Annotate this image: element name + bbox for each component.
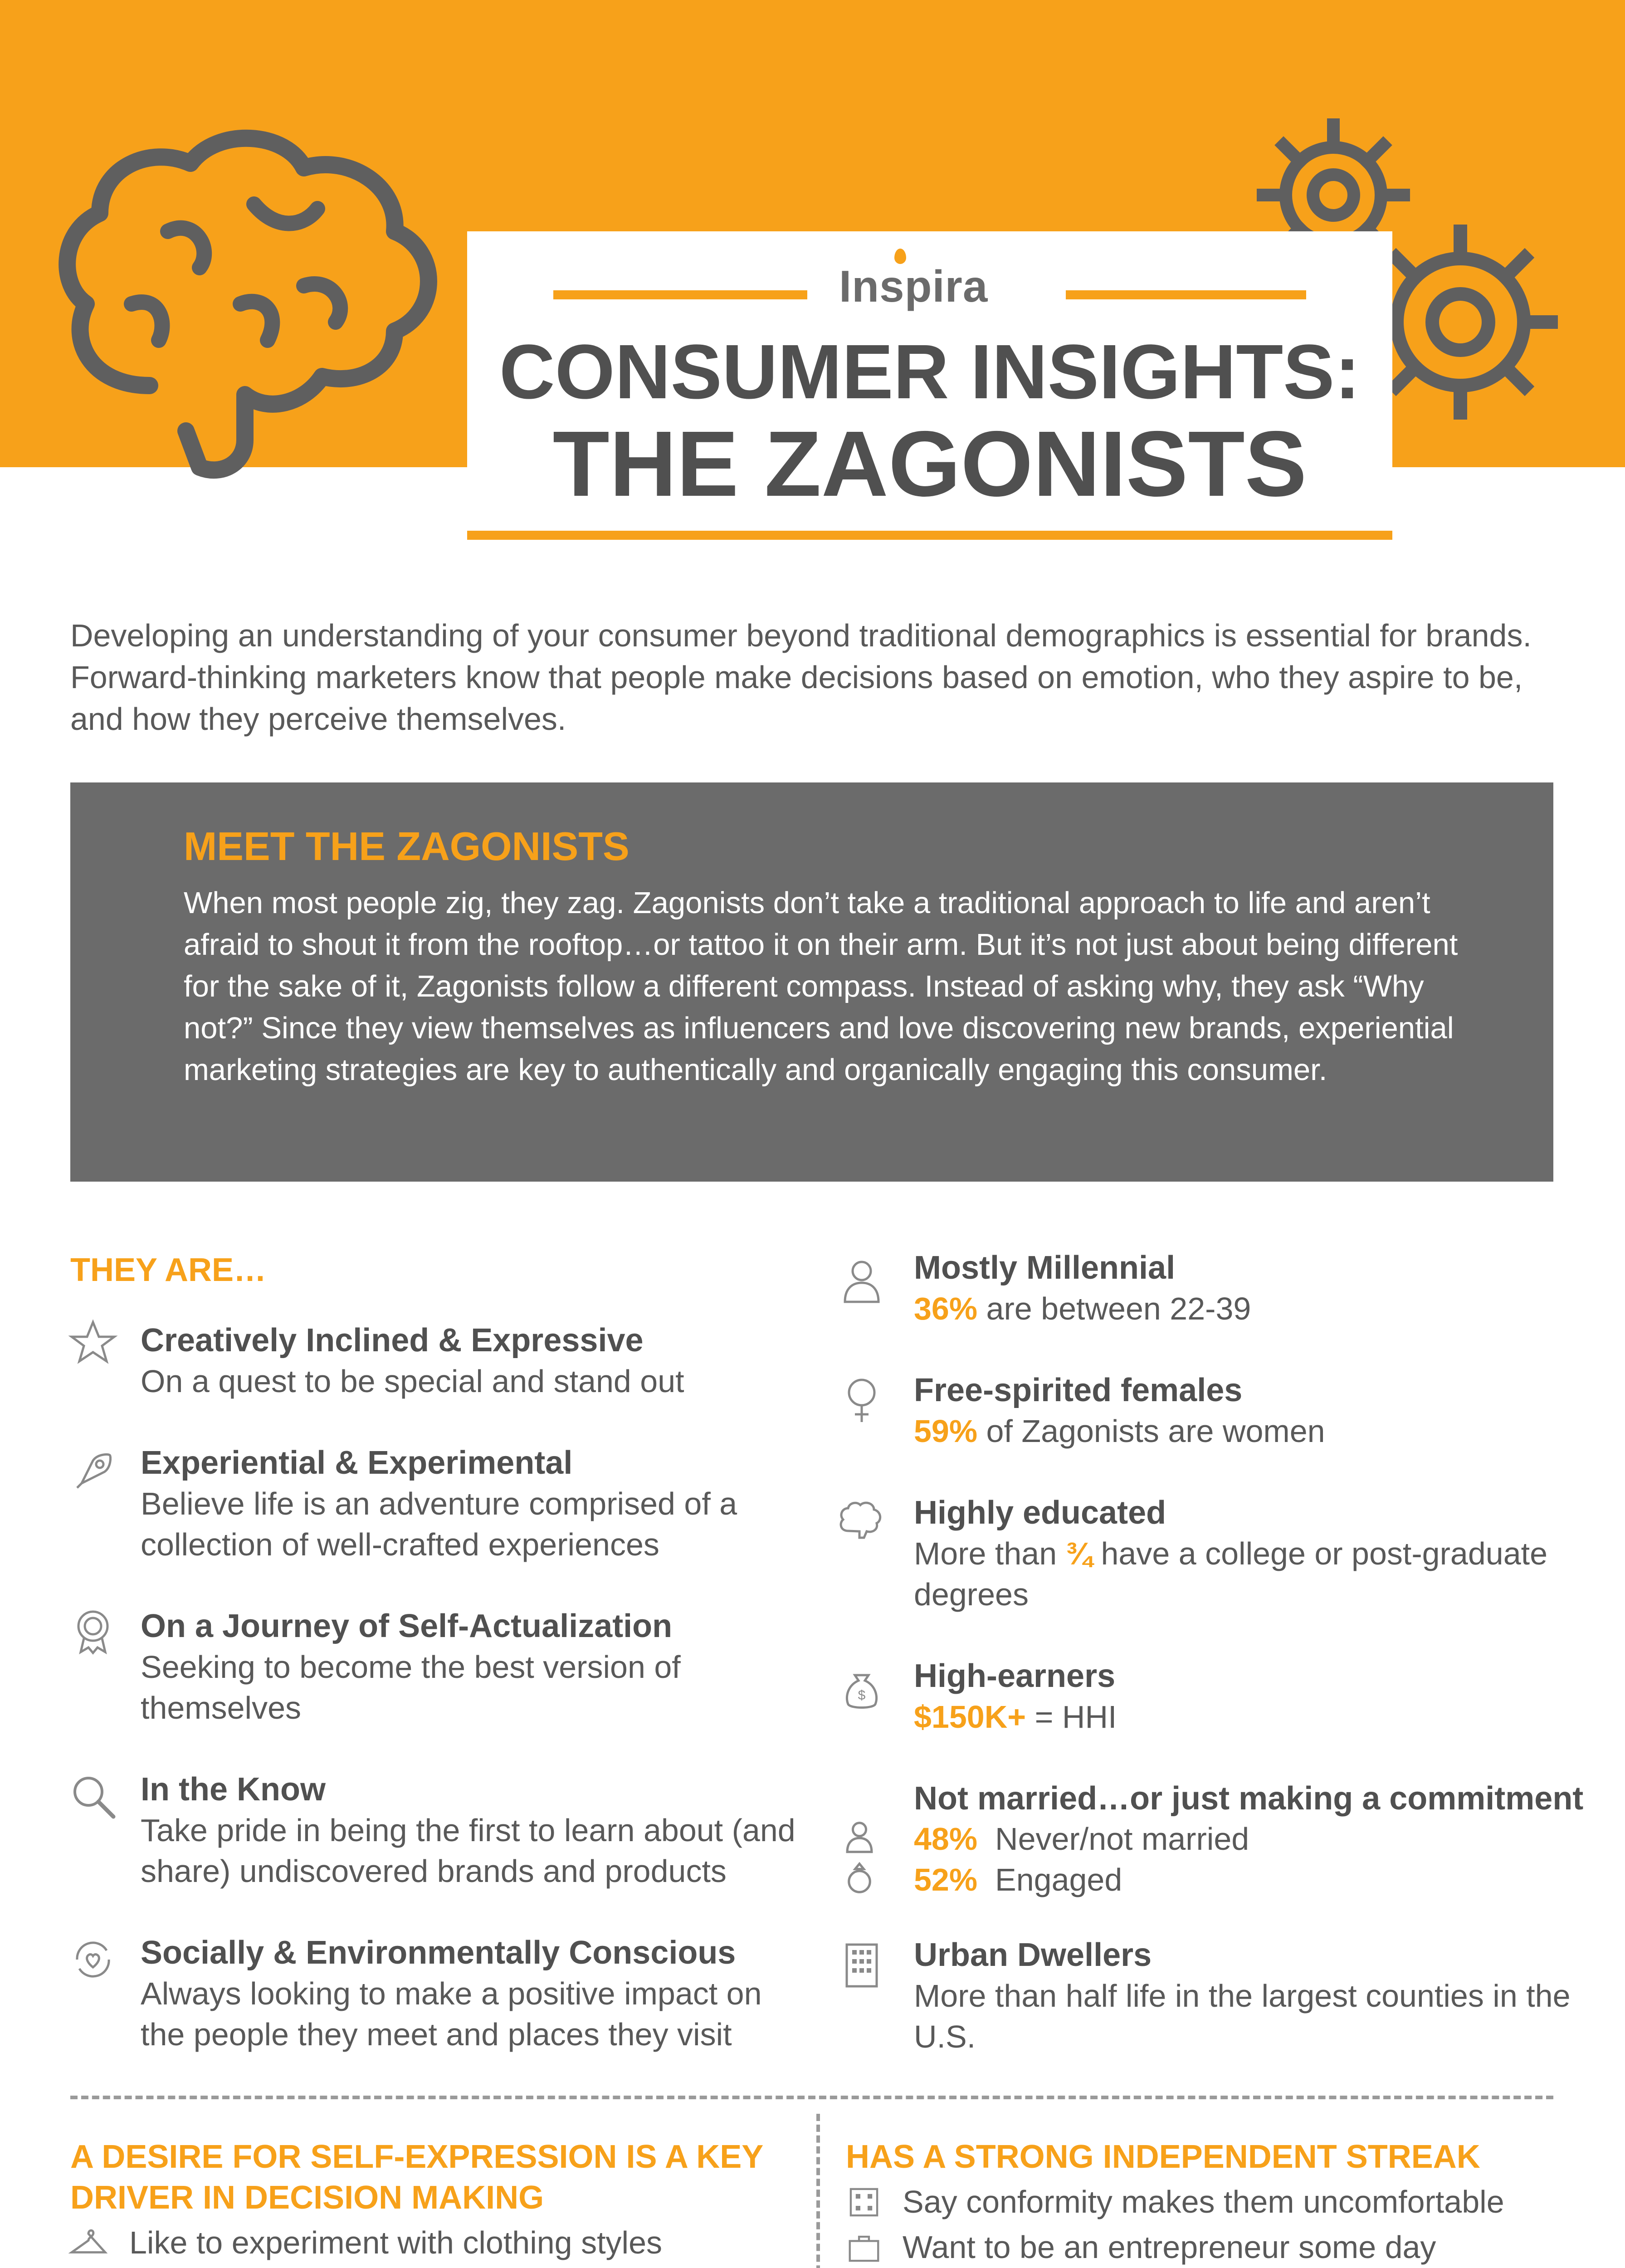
they-are-item: Socially & Environmentally Conscious Always looking to make a positive impact on the people they meet and places they visit xyxy=(141,1935,762,2052)
stat-value: $150K+ xyxy=(914,1699,1026,1735)
money-bag-icon xyxy=(837,1662,887,1712)
section-divider xyxy=(70,2096,1553,2099)
magnifier-icon xyxy=(68,1771,118,1821)
stat-value: ¾ xyxy=(1065,1536,1093,1571)
meet-body: When most people zig, they zag. Zagonists don’t take a traditional approach to life and aren’t afraid to shout it from the rooftop…or tattoo it on their arm. But it’s not just about being different for the sake of it, Zagonists follow a different compass. Instead of asking why, they ask “Why not?” Since they view themselves as influencers and love discovering new brands, experiential marketing strategies are key to authentically and organically engaging this consumer. xyxy=(184,886,1458,1087)
female-icon xyxy=(837,1374,887,1424)
svg-text:$: $ xyxy=(858,1688,866,1703)
page-title-line2: THE ZAGONISTS xyxy=(552,412,1307,516)
hanger-icon xyxy=(68,2223,109,2263)
list-item: Like to experiment with clothing styles xyxy=(129,2225,662,2260)
engaged-stat-row: 52% Engaged xyxy=(914,1862,1122,1897)
column-divider xyxy=(816,2114,820,2268)
demo-females: Free-spirited females 59% of Zagonists are women xyxy=(914,1372,1325,1449)
meet-title: MEET THE ZAGONISTS xyxy=(184,824,630,869)
title-rule-right xyxy=(1066,290,1306,299)
page-title-line1: CONSUMER INSIGHTS: xyxy=(499,329,1361,415)
list-item xyxy=(129,2266,800,2268)
star-icon xyxy=(68,1318,118,1368)
brain-small-icon xyxy=(837,1497,887,1547)
they-are-item: On a Journey of Self-Actualization Seeking to become the best version of themselves xyxy=(141,1608,681,1725)
demo-earners: High-earners $150K+ = HHI xyxy=(914,1658,1117,1735)
person-small-icon xyxy=(841,1819,878,1855)
heart-cycle-icon xyxy=(68,1935,118,1984)
brand-logo: Inspira xyxy=(839,261,988,311)
rocket-icon xyxy=(68,1447,118,1497)
award-ribbon-icon xyxy=(68,1606,118,1656)
self-expression-heading: A DESIRE FOR SELF-EXPRESSION IS A KEY DRIVER IN DECISION MAKING xyxy=(70,2139,763,2216)
demo-educated: Highly educated More than ¾ have a college or post-graduate degrees xyxy=(914,1495,1548,1612)
list-item: Say conformity makes them uncomfortable xyxy=(903,2184,1504,2219)
they-are-heading: THEY ARE… xyxy=(70,1252,267,1288)
grid-dots-icon xyxy=(846,2184,882,2220)
demo-urban: Urban Dwellers More than half life in the largest counties in the U.S. xyxy=(914,1937,1571,2054)
title-rule-bottom xyxy=(467,531,1392,540)
stat-value: 59% xyxy=(914,1413,978,1449)
building-icon xyxy=(837,1939,887,1989)
demo-millennial: Mostly Millennial 36% are between 22-39 xyxy=(914,1250,1251,1326)
list-item: Want to be an entrepreneur some day xyxy=(903,2229,1436,2265)
they-are-item: Creatively Inclined & Expressive On a quest to be special and stand out xyxy=(141,1322,684,1399)
ring-icon xyxy=(841,1860,878,1896)
intro-paragraph: Developing an understanding of your consumer beyond traditional demographics is essential for brands. Forward-thinking marketers know that people make decisions based on emotion, who they aspire to be, and how they perceive themselves. xyxy=(70,618,1532,737)
demo-married: Not married…or just making a commitment xyxy=(914,1780,1584,1817)
brain-icon xyxy=(50,113,458,485)
they-are-item: In the Know Take pride in being the first to learn about (and share) undiscovered brands and products xyxy=(141,1771,795,1889)
person-icon xyxy=(837,1256,887,1306)
married-stat-row: 48% Never/not married xyxy=(914,1821,1249,1857)
they-are-item: Experiential & Experimental Believe life is an adventure comprised of a collection of well-crafted experiences xyxy=(141,1445,737,1562)
title-rule-left xyxy=(553,290,807,299)
stat-value: 36% xyxy=(914,1291,978,1326)
briefcase-icon xyxy=(846,2229,882,2266)
independent-heading: HAS A STRONG INDEPENDENT STREAK xyxy=(846,2139,1480,2175)
